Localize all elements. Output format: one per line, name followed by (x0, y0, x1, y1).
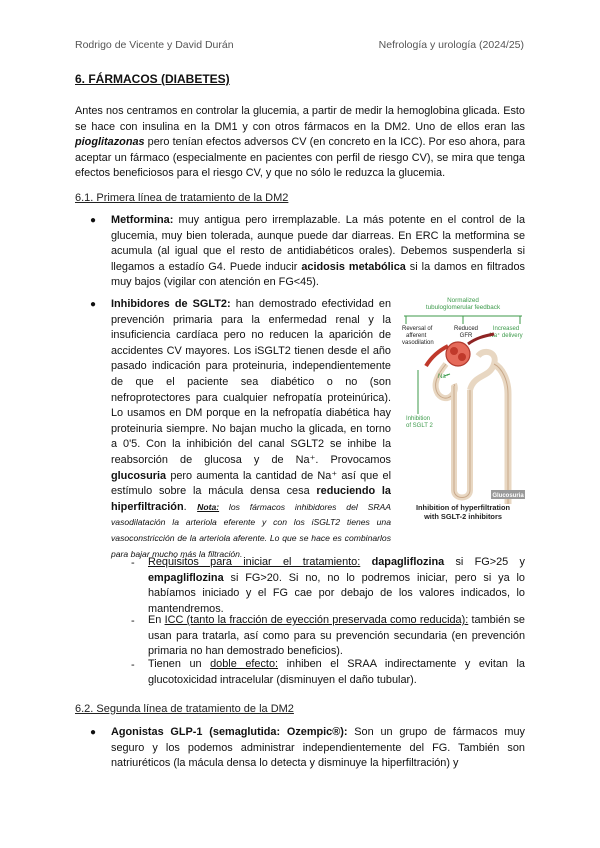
nephron-figure (398, 294, 528, 522)
intro-text-1: Antes nos centramos en controlar la glucemia, a partir de medir la hemoglobina glicada. Esto se hace con insulina en la DM1 y con otros fármacos en la DM2. Uno de ellos eran las (75, 105, 525, 133)
figure-caption (398, 503, 528, 521)
metformina-text-1: muy antigua pero irremplazable. La más potente en el control de la glucemia, muy bien tolerada, aunque puede dar diarreas. En ERC la metformina se acumula (al igual que el resto de antidiabéticos orales). Debemos suspenderla si llegamos a estadío G4. Puede inducir (111, 214, 525, 273)
intro-bold: pioglitazonas (75, 136, 145, 149)
subitem-doble-text-0: Tienen un (148, 658, 211, 670)
header-course: Nefrología y urología (2024/25) (378, 39, 524, 51)
fig-label-inhib-1: Inhibition (406, 416, 431, 422)
bullet-sglt2: ● (90, 299, 97, 310)
sglt2-item (111, 297, 391, 562)
sglt2-paragraph (111, 297, 391, 562)
glp1-text: Son un grupo de fármacos muy seguro y los podemos administrar independientemente del FG. También son natriuréticos (la mácula densa lo detecta y disminuye la hiperfiltración) y (111, 726, 525, 770)
metformina-text-2: si la damos en filtrados muy bajos (vigilar con atención en FG<45). (111, 260, 525, 289)
subitem-requisitos-text-1: si FG>25 y (444, 556, 525, 568)
fig-label-glucosuria: Glucosuria (492, 493, 524, 499)
fig-label-reversal-1: Reversal of (402, 326, 433, 332)
nota-text: los fármacos inhibidores del SRAA vasodilatación la arteriola eferente y con los iSGLT2 tienes una vasoconstricción de la arteriola aferente. Lo que se hace es combinarlos para bajar mucho más la filtración. (111, 501, 391, 559)
fig-label-gfr-2: GFR (459, 333, 473, 339)
sglt2-bold-glucosuria: glucosuria (111, 469, 167, 482)
subitem-icc (148, 613, 525, 660)
subitem-doble-underline: doble efecto: (210, 658, 279, 670)
subitem-requisitos (148, 555, 525, 617)
fig-label-na: Na⁺ (438, 374, 449, 380)
sglt2-text-1: han demostrado efectividad en prevención primaria para la enfermedad renal y la insuficiencia cardíaca pero no reducen la aparición de accidentes CV mayores. Los iSGLT2 tienen desde el año pasado indicación para proteinuria, independientemente de que el paciente sea diabético o no (son nefroprotectores para cualquier nefropatía proteinúrica). Lo usamos en DM porque en la nefropatía diabética hay proteinuria siempre. No bajan mucho la glicada, en torno a 0'5. Con la inhibición del canal SGLT2 se inhibe la reabsorción de glucosa y de Na⁺. Provocamos (111, 298, 391, 466)
nota-label: Nota: (197, 501, 220, 512)
glomerulus (446, 342, 470, 366)
fig-label-gfr-1: Reduced (453, 326, 479, 332)
figure-caption-1: Inhibition of hyperfiltration (415, 503, 510, 512)
subitem-doble-efecto (148, 657, 525, 688)
subitem-icc-underline: ICC (tanto la fracción de eyección preservada como reducida): (164, 614, 469, 626)
fig-label-reversal-2: afferent (406, 333, 427, 339)
section-title-6-1: 6.1. Primera línea de tratamiento de la DM2 (75, 192, 289, 204)
glomerulus-loop (450, 347, 458, 355)
subitem-icc-text-1: también se usan para tratarla, así como para su prevención secundaria (en prevención primaria no han demostrado beneficios). (148, 614, 525, 658)
distal-tubule (470, 352, 495, 390)
section-title-6-2: 6.2. Segunda línea de tratamiento de la DM2 (75, 703, 294, 715)
intro-text-2: pero tenían efectos adversos CV (en concreto en la ICC). Por eso ahora, para aceptar un fármaco (especialmente en pacientes con perfil de riesgo CV), se mira que tenga efectos beneficiosos para el riesgo CV, y que no sólo le reduzca la glucemia. (75, 136, 525, 180)
fig-label-reversal-3: vasodilation (402, 340, 434, 346)
collecting-duct (494, 364, 508, 504)
fig-label-inhib-2: of SGLT 2 (406, 423, 433, 429)
subitem-empagliflozina: empagliflozina (148, 571, 224, 584)
subitem-requisitos-underline: Requisitos para iniciar el tratamiento: (148, 556, 361, 568)
loop-of-henle (454, 386, 470, 498)
dash-1: - (131, 557, 135, 569)
glp1-name: Agonistas GLP-1 (semaglutida: Ozempic®): (111, 726, 348, 738)
figure-caption-2: with SGLT-2 inhibitors (424, 512, 502, 521)
metformina-name: Metformina: (111, 214, 174, 226)
sglt2-bold-hiperfiltracion: reduciendo la hiperfiltración (111, 485, 391, 513)
intro-paragraph (75, 104, 525, 182)
glomerulus-loop (458, 353, 466, 361)
bullet-glp1: ● (90, 727, 97, 738)
dash-3: - (131, 659, 135, 671)
sglt2-name: Inhibidores de SGLT2: (111, 298, 231, 310)
dash-2: - (131, 615, 135, 627)
fig-label-feedback-1: Normalized (447, 297, 479, 304)
header-authors: Rodrigo de Vicente y David Durán (75, 39, 234, 51)
subitem-doble-text-1: inhiben el SRAA indirectamente y evitan la glucotoxicidad intracelular (disminuyen el daño tubular). (148, 658, 525, 686)
feedback-arrow-ticks (406, 316, 520, 324)
metformina-item (111, 213, 525, 291)
subitem-dapagliflozina: dapagliflozina (371, 556, 445, 568)
glp1-item (111, 725, 525, 772)
subitem-icc-text-0: En (148, 614, 165, 626)
page-title: 6. FÁRMACOS (DIABETES) (75, 72, 230, 86)
sglt2-text-3: . (183, 500, 198, 513)
sglt2-text-2: pero aumenta la cantidad de Na⁺ así que el estímulo sobre la mácula densa cesa (111, 469, 391, 498)
fig-label-na-1: Increased (492, 326, 520, 332)
subitem-requisitos-text-2: si FG>20. Si no, no lo podremos iniciar, pero si ya lo habíamos iniciado y el FG cae por debajo de los valores indicados, lo mantendremos. (148, 571, 525, 615)
metformina-bold: acidosis metabólica (301, 260, 406, 273)
fig-label-feedback-2: tubuloglomerular feedback (425, 304, 501, 311)
bullet-metformina: ● (90, 215, 97, 226)
fig-label-na-2: Na⁺ delivery (489, 333, 523, 339)
